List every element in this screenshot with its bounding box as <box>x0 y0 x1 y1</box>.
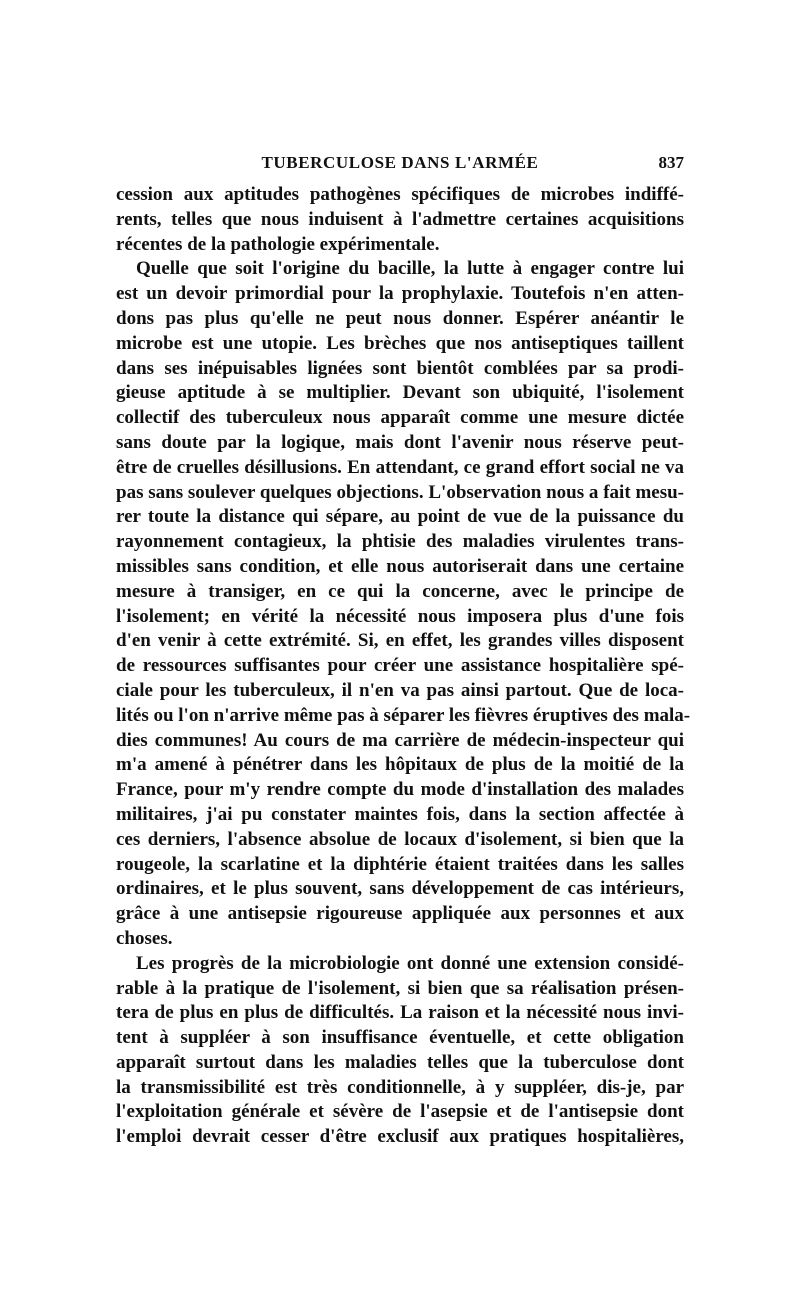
text-line: ordinaires, et le plus souvent, sans développement de cas intérieurs, <box>116 878 684 900</box>
body-text <box>116 183 691 1150</box>
text-line: rayonnement contagieux, la phtisie des maladies virulentes trans- <box>116 531 684 553</box>
text-line: dans ses inépuisables lignées sont bientôt comblées par sa prodi- <box>116 357 684 379</box>
text-line: tent à suppléer à son insuffisance éventuelle, et cette obligation <box>116 1027 684 1049</box>
text-line: pas sans soulever quelques objections. L'observation nous a fait mesu- <box>116 481 684 503</box>
text-line: m'a amené à pénétrer dans les hôpitaux de plus de la moitié de la <box>116 754 684 776</box>
text-line: missibles sans condition, et elle nous autoriserait dans une certaine <box>116 555 684 577</box>
text-line: l'emploi devrait cesser d'être exclusif aux pratiques hospitalières, <box>116 1126 684 1148</box>
text-line: l'exploitation générale et sévère de l'asepsie et de l'antisepsie dont <box>116 1101 684 1123</box>
text-line: gieuse aptitude à se multiplier. Devant son ubiquité, l'isolement <box>116 382 684 404</box>
text-line: rer toute la distance qui sépare, au point de vue de la puissance du <box>116 506 684 528</box>
running-title: TUBERCULOSE DANS L'ARMÉE <box>261 153 539 172</box>
text-line: de ressources suffisantes pour créer une assistance hospitalière spé- <box>116 655 684 677</box>
text-line: récentes de la pathologie expérimentale. <box>116 233 440 255</box>
page-number: 837 <box>658 153 684 172</box>
text-line: rents, telles que nous induisent à l'admettre certaines acquisitions <box>116 208 684 230</box>
text-line: d'en venir à cette extrémité. Si, en effet, les grandes villes disposent <box>116 630 684 652</box>
text-line: est un devoir primordial pour la prophylaxie. Toutefois n'en atten- <box>116 283 684 305</box>
text-line: l'isolement; en vérité la nécessité nous imposera plus d'une fois <box>116 605 684 627</box>
text-line: mesure à transiger, en ce qui la concerne, avec le principe de <box>116 580 684 602</box>
text-line: choses. <box>116 927 173 949</box>
text-line: France, pour m'y rendre compte du mode d'installation des malades <box>116 779 684 801</box>
running-header <box>116 153 684 177</box>
text-line: apparaît surtout dans les maladies telles que la tuberculose dont <box>116 1051 684 1073</box>
text-line: rable à la pratique de l'isolement, si bien que sa réalisation présen- <box>116 977 684 999</box>
text-line: collectif des tuberculeux nous apparaît comme une mesure dictée <box>116 407 684 429</box>
paragraph-first-line: Les progrès de la microbiologie ont donné une extension considé- <box>136 952 684 974</box>
text-line: dies communes! Au cours de ma carrière de médecin-inspecteur qui <box>116 729 684 751</box>
text-line: ciale pour les tuberculeux, il n'en va pas ainsi partout. Que de loca- <box>116 679 684 701</box>
text-line: microbe est une utopie. Les brèches que nos antiseptiques taillent <box>116 332 684 354</box>
text-line: cession aux aptitudes pathogènes spécifiques de microbes indiffé- <box>116 184 684 205</box>
paragraph-first-line: Quelle que soit l'origine du bacille, la lutte à engager contre lui <box>136 258 684 280</box>
text-line: être de cruelles désillusions. En attendant, ce grand effort social ne va <box>116 456 684 478</box>
text-line: dons pas plus qu'elle ne peut nous donner. Espérer anéantir le <box>116 307 684 329</box>
text-line: militaires, j'ai pu constater maintes fois, dans la section affectée à <box>116 803 684 825</box>
text-line: lités ou l'on n'arrive même pas à séparer les fièvres éruptives des mala- <box>116 704 691 726</box>
text-line: rougeole, la scarlatine et la diphtérie étaient traitées dans les salles <box>116 853 684 875</box>
text-line: sans doute par la logique, mais dont l'avenir nous réserve peut- <box>116 431 684 453</box>
text-line: grâce à une antisepsie rigoureuse appliquée aux personnes et aux <box>116 903 684 925</box>
text-line: la transmissibilité est très conditionnelle, à y suppléer, dis-je, par <box>116 1076 684 1098</box>
text-line: ces derniers, l'absence absolue de locaux d'isolement, si bien que la <box>116 828 684 850</box>
text-line: tera de plus en plus de difficultés. La raison et la nécessité nous invi- <box>116 1002 684 1024</box>
